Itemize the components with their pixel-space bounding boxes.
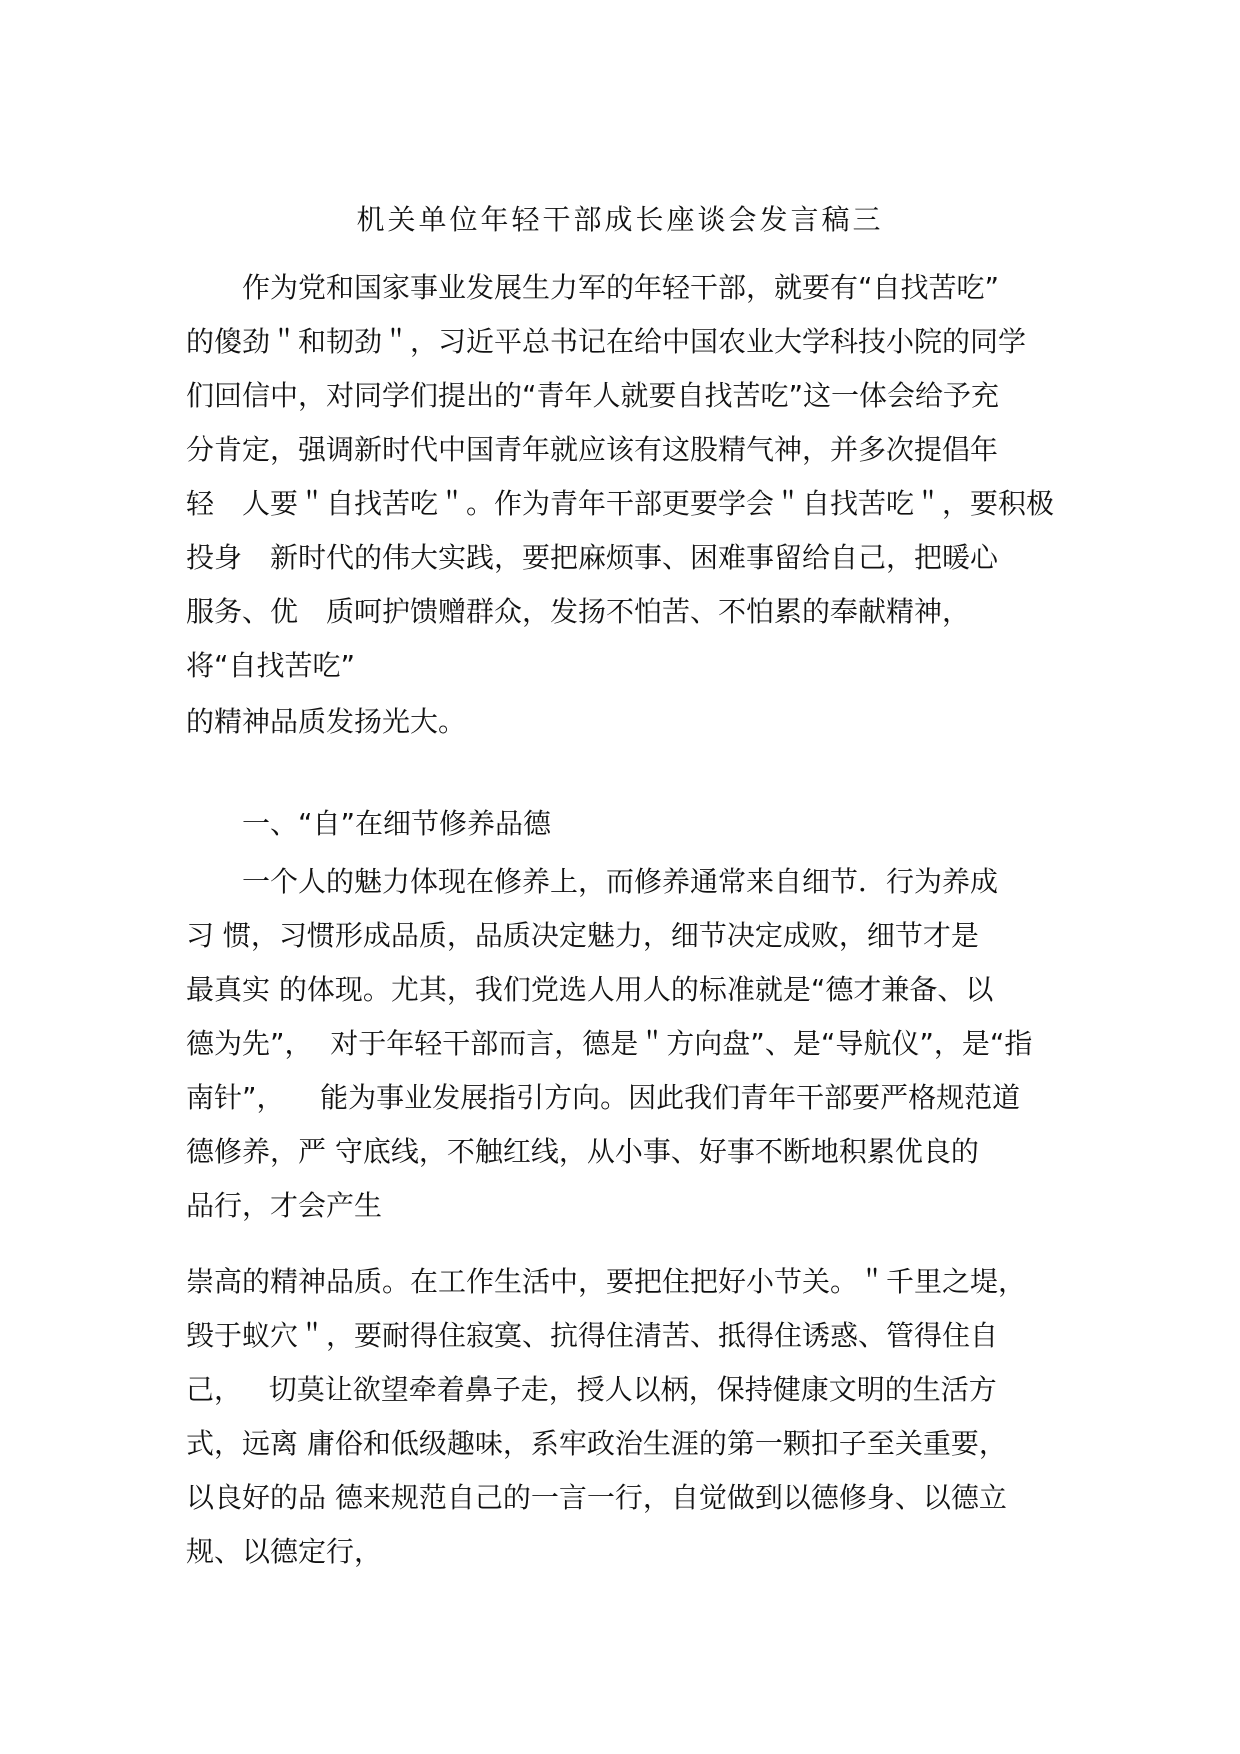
paragraph-line: 习 惯，习惯形成品质，品质决定魅力，细节决定成败，细节才是 bbox=[186, 919, 979, 952]
paragraph-line: 轻 人要＂自找苦吃＂。作为青年干部更要学会＂自找苦吃＂，要积极 bbox=[186, 487, 1055, 520]
paragraph-line: 一个人的魅力体现在修养上，而修养通常来自细节．行为养成 bbox=[186, 865, 999, 898]
paragraph-line: 将“自找苦吃” bbox=[186, 649, 356, 682]
paragraph-line: 最真实 的体现。尤其，我们党选人用人的标准就是“德才兼备、以 bbox=[186, 973, 994, 1006]
paragraph-line: 作为党和国家事业发展生力军的年轻干部，就要有“自找苦吃” bbox=[186, 271, 1000, 304]
section-heading: 一、“自”在细节修养品德 bbox=[186, 807, 552, 840]
paragraph-line: 毁于蚁穴＂，要耐得住寂寞、抗得住清苦、抵得住诱惑、管得住自 bbox=[186, 1319, 999, 1352]
paragraph-line: 德修养，严 守底线，不触红线，从小事、好事不断地积累优良的 bbox=[186, 1135, 979, 1168]
paragraph-line: 们回信中，对同学们提出的“青年人就要自找苦吃”这一体会给予充 bbox=[186, 379, 1000, 412]
paragraph-line: 的精神品质发扬光大。 bbox=[186, 705, 467, 738]
paragraph-line: 以良好的品 德来规范自己的一言一行，自觉做到以德修身、以德立 bbox=[186, 1481, 1007, 1514]
paragraph-line: 的傻劲＂和韧劲＂，习近平总书记在给中国农业大学科技小院的同学 bbox=[186, 325, 1027, 358]
document-title: 机关单位年轻干部成长座谈会发言稿三 bbox=[356, 203, 884, 236]
paragraph-line: 己， 切莫让欲望牵着鼻子走，授人以柄，保持健康文明的生活方 bbox=[186, 1373, 997, 1406]
paragraph-line: 南针”， 能为事业发展指引方向。因此我们青年干部要严格规范道 bbox=[186, 1081, 1021, 1114]
paragraph-line: 投身 新时代的伟大实践，要把麻烦事、困难事留给自己，把暖心 bbox=[186, 541, 999, 574]
paragraph-line: 服务、优 质呵护馈赠群众，发扬不怕苦、不怕累的奉献精神， bbox=[186, 595, 971, 628]
paragraph-line: 崇高的精神品质。在工作生活中，要把住把好小节关。＂千里之堤， bbox=[186, 1265, 1027, 1298]
paragraph-line: 式，远离 庸俗和低级趣味，系牢政治生涯的第一颗扣子至关重要， bbox=[186, 1427, 1007, 1460]
paragraph-line: 规、以德定行， bbox=[186, 1535, 383, 1568]
paragraph-line: 品行，才会产生 bbox=[186, 1189, 383, 1222]
paragraph-line: 分肯定，强调新时代中国青年就应该有这股精气神，并多次提倡年 bbox=[186, 433, 999, 466]
paragraph-line: 德为先”， 对于年轻干部而言，德是＂方向盘”、是“导航仪”，是“指 bbox=[186, 1027, 1033, 1060]
